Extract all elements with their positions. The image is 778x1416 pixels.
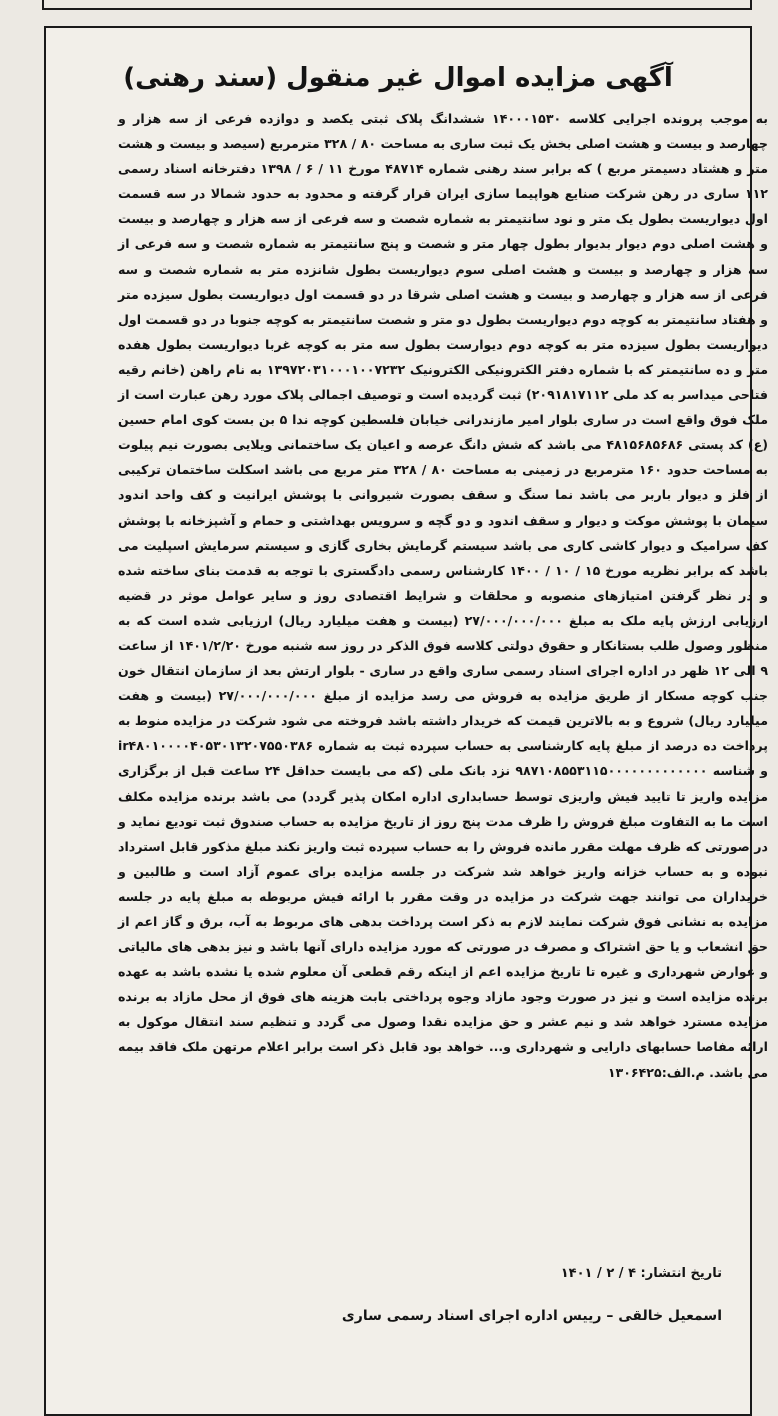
notice-body-text: به موجب پرونده اجرایی کلاسه ۱۴۰۰۰۱۵۳۰ ششدانگ پلاک ثبتی یکصد و دوازده فرعی از سه هزار و چهارصد و بیست و هشت اصلی بخش یک ثبت ساری به مساحت ۸۰ / ۳۲۸ مترمربع (سیصد و بیست و هشت متر و هشتاد دسیمتر مربع ) که برابر سند رهنی شماره ۴۸۷۱۴ مورخ ۱۱ / ۶ / ۱۳۹۸ دفترخانه اسناد رسمی ۱۱۲ ساری در رهن شرکت صنایع هواپیما سازی ایران قرار گرفته و محدود به حدود شمالا در سه قسمت اول دیواریست بطول یک متر و نود سانتیمتر به شماره شصت و سه فرعی از سه هزار و چهارصد و بیست و هشت اصلی دوم دیوار بدیوار بطول چهار متر و شصت و پنج سانتیمتر به شماره شصت و سه فرعی از سه هزار و چهارصد و بیست و هشت اصلی سوم دیواریست بطول شانزده متر به شماره شصت و سه فرعی از سه هزار و چهارصد و بیست و هشت اصلی شرقا در دو قسمت اول دیواریست بطول سیزده متر و هفتاد سانتیمتر به کوچه دوم دیواریست بطول دو متر و شصت سانتیمتر به کوچه جنوبا در دو قسمت اول دیواریست بطول سیزده متر به کوچه دوم دیوارست بطول سه متر به کوچه غربا دیواریست بطول هفده متر و ده سانتیمتر که با شماره دفتر الکترونیکی الکترونیک ۱۳۹۷۲۰۳۱۰۰۰۱۰۰۷۲۳۲ به نام راهن (خانم رقیه فتاحی میداسر به کد ملی ۲۰۹۱۸۱۷۱۱۲) ثبت گردیده است و توصیف اجمالی پلاک مورد رهن عبارت است از ملک فوق واقع است در ساری بلوار امیر مازندرانی خیابان فلسطین کوچه ندا ۵ بن بست کوی امام حسین (ع) کد پستی ۴۸۱۵۶۸۵۶۸۶ می باشد که شش دانگ عرصه و اعیان یک ساختمانی ویلایی بصورت نیم پیلوت به مساحت حدود ۱۶۰ مترمربع در زمینی به مساحت ۸۰ / ۳۲۸ متر مربع می باشد اسکلت ساختمان ترکیبی از فلز و دیوار باربر می باشد نما سنگ و سقف بصورت شیروانی با پوشش ایرانیت و کف واحد اندود سیمان با پوشش موکت و دیوار و سقف اندود و دو گچه و سرویس بهداشتی و حمام و آشپزخانه با پوشش کف سرامیک و دیوار کاشی کاری می باشد سیستم گرمایش بخاری گازی و سیستم سرمایش اسپلیت می باشد که برابر نظریه مورخ ۱۵ / ۱۰ / ۱۴۰۰ کارشناس رسمی دادگستری با توجه به قدمت بنای ساخته شده و در نظر گرفتن امتیازهای منصوبه و محلقات و شرایط اقتصادی روز و سایر عوامل موثر در قضیه ارزیابی ارزش پایه ملک به مبلغ ۲۷/۰۰۰/۰۰۰/۰۰۰ (بیست و هفت میلیارد ریال) ارزیابی شده است که به منظور وصول طلب بستانکار و حقوق دولتی کلاسه فوق الذکر در روز سه شنبه مورخ ۱۴۰۱/۲/۲۰ از ساعت ۹ الی ۱۲ ظهر در اداره اجرای اسناد رسمی ساری واقع در ساری - بلوار ارتش بعد از سازمان انتقال خون جنب کوچه مسکار از طریق مزایده به فروش می رسد مزایده از مبلغ ۲۷/۰۰۰/۰۰۰/۰۰۰ (بیست و هفت میلیارد ریال) شروع و به بالاترین قیمت که خریدار داشته باشد فروخته می شود شرکت در مزایده منوط به پرداخت ده درصد از مبلغ پایه کارشناسی به حساب سپرده ثبت به شماره ir۴۸۰۱۰۰۰۰۴۰۵۳۰۱۳۲۰۷۵۵۰۳۸۶ و شناسه ۹۸۷۱۰۸۵۵۳۱۱۵۰۰۰۰۰۰۰۰۰۰۰۰۰ نزد بانک ملی (که می بایست حداقل ۲۴ ساعت قبل از برگزاری مزایده واریز تا تایید فیش واریزی توسط حسابداری اداره امکان پذیر گردد) می باشد برنده مزایده مکلف است ما به التفاوت مبلغ فروش را ظرف مدت پنج روز از تاریخ مزایده به حساب صندوق ثبت تودیع نماید و در صورتی که ظرف مهلت مقرر مانده فروش را به حساب سپرده ثبت واریز نکند مبلغ مذکور قابل استرداد نبوده و به حساب خزانه واریز خواهد شد شرکت در جلسه مزایده برای عموم آزاد است و طالبین و خریداران می توانند جهت شرکت در مزایده در وقت مقرر با ارائه فیش مربوطه به مبلغ پایه در جلسه مزایده به نشانی فوق شرکت نمایند لازم به ذکر است پرداخت بدهی های مربوط به آب، برق و گاز اعم از حق انشعاب و یا حق اشتراک و مصرف در صورتی که مورد مزایده دارای آنها باشد و نیز بدهی های مالیاتی و عوارض شهرداری و غیره تا تاریخ مزایده اعم از اینکه رقم قطعی آن معلوم شده یا نشده باشد به عهده برنده مزایده است و نیز در صورت وجود مازاد وجوه پرداختی بابت هزینه های فوق از محل مازاد به برنده مزایده مسترد خواهد شد و نیم عشر و حق مزایده نقدا وصول می گردد و تنظیم سند انتقال موکول به ارائه مفاصا حسابهای دارایی و شهرداری و... خواهد بود قابل ذکر است برابر اعلام مرتهن ملک فاقد بیمه می باشد. م.الف:۱۳۰۶۴۲۵ [118,111,769,1080]
signature: اسمعیل خالقی – رییس اداره اجرای اسناد رسمی ساری [341,1308,722,1324]
previous-notice-border [42,0,752,10]
notice-title: آگهی مزایده اموال غیر منقول (سند رهنی) [123,63,673,93]
publish-date: تاریخ انتشار: ۴ / ۲ / ۱۴۰۱ [560,1266,722,1281]
notice-box [44,26,769,1416]
